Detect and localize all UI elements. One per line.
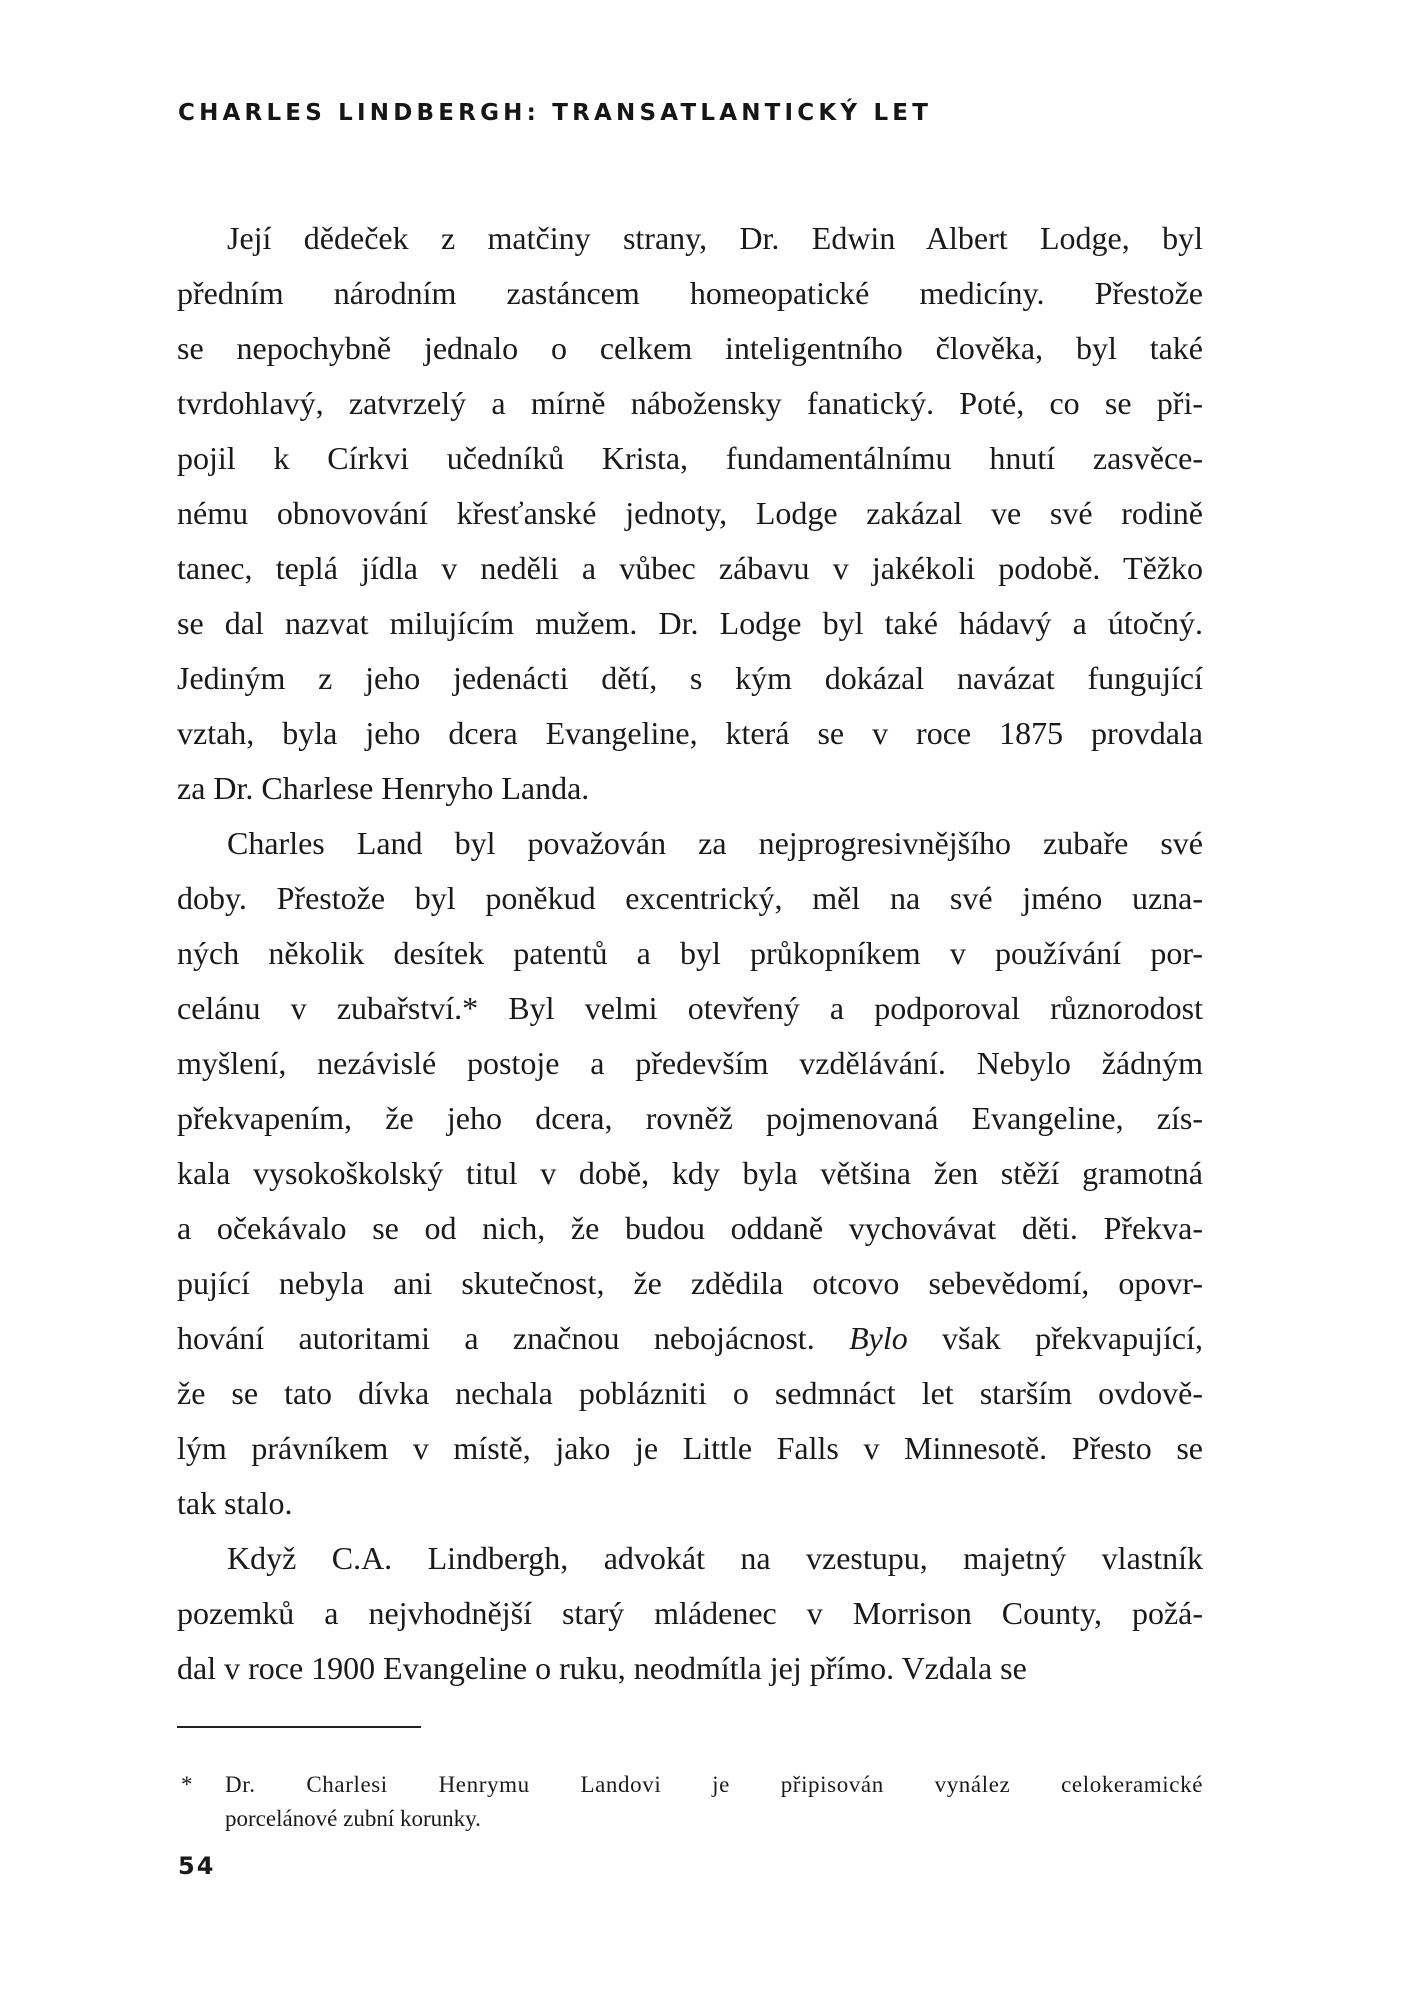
text-line: tvrdohlavý, zatvrzelý a mírně nábožensky fanatický. Poté, co se při- — [177, 385, 1203, 421]
text-line: nému obnovování křesťanské jednoty, Lodge zakázal ve své rodině — [177, 495, 1203, 531]
text-line: pozemků a nejvhodnější starý mládenec v Morrison County, požá- — [177, 1595, 1203, 1631]
text-line: Když C.A. Lindbergh, advokát na vzestupu, majetný vlastník — [227, 1540, 1203, 1576]
text-line: Jediným z jeho jedenácti dětí, s kým dokázal navázat fungující — [177, 660, 1203, 696]
text-line: ných několik desítek patentů a byl průkopníkem v používání por- — [177, 935, 1203, 971]
footnote-mark: * — [181, 1772, 193, 1797]
text-line: Charles Land byl považován za nejprogresivnějšího zubaře své — [227, 825, 1203, 861]
text-line: za Dr. Charlese Henryho Landa. — [177, 770, 590, 806]
text-line: dal v roce 1900 Evangeline o ruku, neodmítla jej přímo. Vzdala se — [177, 1650, 1027, 1686]
running-head: CHARLES LINDBERGH: TRANSATLANTICKÝ LET — [178, 100, 933, 126]
text-line: tak stalo. — [177, 1485, 293, 1521]
text-line: překvapením, že jeho dcera, rovněž pojmenovaná Evangeline, zís- — [177, 1100, 1203, 1136]
text-line: se dal nazvat milujícím mužem. Dr. Lodge byl také hádavý a útočný. — [177, 605, 1203, 641]
text-line: Její dědeček z matčiny strany, Dr. Edwin Albert Lodge, byl — [227, 220, 1203, 256]
body-text — [177, 211, 1203, 1696]
text-line: kala vysokoškolský titul v době, kdy byla většina žen stěží gramotná — [177, 1155, 1203, 1191]
text-line: a očekávalo se od nich, že budou oddaně vychovávat děti. Překva- — [177, 1210, 1203, 1246]
text-line: celánu v zubařství.* Byl velmi otevřený a podporoval různorodost — [177, 990, 1203, 1026]
page-number: 54 — [178, 1852, 216, 1880]
text-line: myšlení, nezávislé postoje a především vzdělávání. Nebylo žádným — [177, 1045, 1203, 1081]
text-line: hování autoritami a značnou nebojácnost. Bylo však překvapující, — [177, 1320, 1204, 1356]
text-line: doby. Přestože byl poněkud excentrický, měl na své jméno uzna- — [177, 880, 1203, 916]
footnote-divider — [177, 1726, 421, 1728]
paragraph — [177, 211, 1203, 816]
text-line: lým právníkem v místě, jako je Little Falls v Minnesotě. Přesto se — [177, 1430, 1203, 1466]
text-line: vztah, byla jeho dcera Evangeline, která se v roce 1875 provdala — [177, 715, 1203, 751]
footnote-line: Dr. Charlesi Henrymu Landovi je připisován vynález celokeramické — [225, 1772, 1203, 1797]
text-line: předním národním zastáncem homeopatické medicíny. Přestože — [177, 275, 1203, 311]
footnote-line: porcelánové zubní korunky. — [225, 1806, 481, 1831]
paragraph — [177, 816, 1203, 1531]
text-line: pojil k Církvi učedníků Krista, fundamentálnímu hnutí zasvěce- — [177, 440, 1203, 476]
text-line: se nepochybně jednalo o celkem inteligentního člověka, byl také — [177, 330, 1203, 366]
emphasis: Bylo — [849, 1320, 908, 1356]
text-line: pující nebyla ani skutečnost, že zdědila otcovo sebevědomí, opovr- — [177, 1265, 1203, 1301]
footnote — [177, 1768, 1203, 1836]
text-line: tanec, teplá jídla v neděli a vůbec zábavu v jakékoli podobě. Těžko — [177, 550, 1203, 586]
paragraph — [177, 1531, 1203, 1696]
text-line: že se tato dívka nechala poblázniti o sedmnáct let starším ovdově- — [177, 1375, 1203, 1411]
